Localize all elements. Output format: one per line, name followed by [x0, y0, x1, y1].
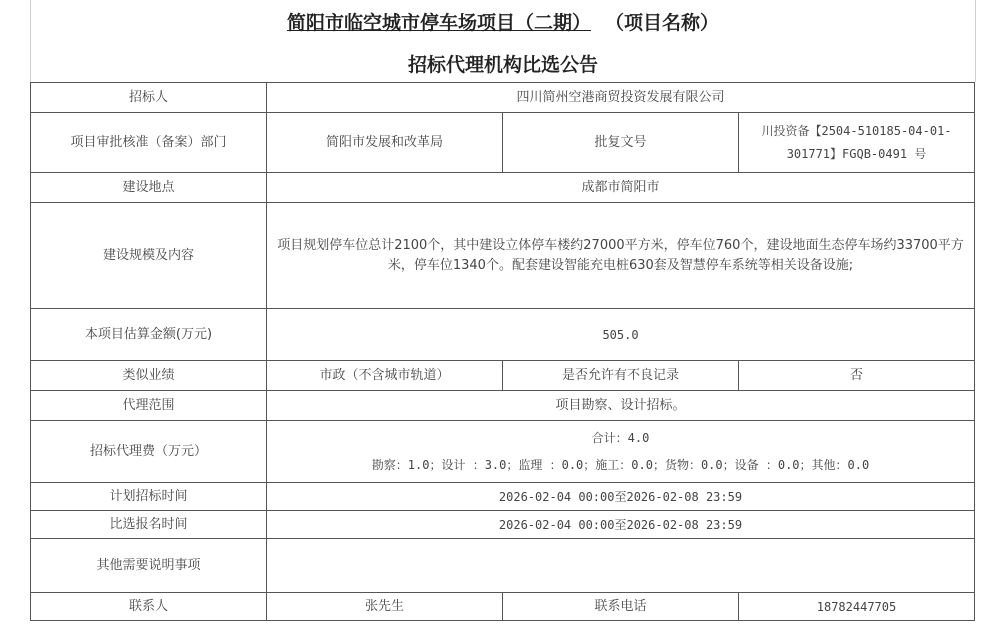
approval-no-value: 川投资备【2504-510185-04-01-301771】FGQB-0491 号	[739, 113, 975, 173]
bad-record-label: 是否允许有不良记录	[503, 361, 739, 391]
plan-time-value: 2026-02-04 00:00至2026-02-08 23:59	[267, 483, 975, 511]
table-row	[31, 203, 975, 309]
table-row	[31, 421, 975, 483]
table-row	[31, 483, 975, 511]
location-value: 成都市简阳市	[267, 173, 975, 203]
fee-breakdown: 勘察：1.0；设计 ：3.0；监理 ：0.0；施工：0.0；货物：0.0；设备 ：0.0；其他：0.0	[371, 457, 870, 472]
table-row	[31, 83, 975, 113]
table-row	[31, 173, 975, 203]
table-row	[31, 361, 975, 391]
contact-label: 联系人	[31, 593, 267, 621]
table-row	[31, 309, 975, 361]
announcement-table	[30, 82, 975, 621]
table-row	[31, 511, 975, 539]
budget-label: 本项目估算金额(万元)	[31, 309, 267, 361]
plan-time-label: 计划招标时间	[31, 483, 267, 511]
fee-value	[267, 421, 975, 483]
approval-dept-label: 项目审批核准（备案）部门	[31, 113, 267, 173]
other-label: 其他需要说明事项	[31, 539, 267, 593]
tenderer-label: 招标人	[31, 83, 267, 113]
project-name-suffix: （项目名称）	[605, 12, 720, 34]
announcement-subtitle: 招标代理机构比选公告	[407, 54, 598, 76]
table-row	[31, 593, 975, 621]
contact-value: 张先生	[267, 593, 503, 621]
agency-scope-value: 项目勘察、设计招标。	[267, 391, 975, 421]
phone-value: 18782447705	[739, 593, 975, 621]
signup-time-label: 比选报名时间	[31, 511, 267, 539]
agency-scope-label: 代理范围	[31, 391, 267, 421]
tenderer-value: 四川简州空港商贸投资发展有限公司	[267, 83, 975, 113]
table-row	[31, 539, 975, 593]
budget-value: 505.0	[267, 309, 975, 361]
bad-record-value: 否	[739, 361, 975, 391]
scale-label: 建设规模及内容	[31, 203, 267, 309]
scale-value: 项目规划停车位总计2100个，其中建设立体停车楼约27000平方米，停车位760个，建设地面生态停车场约33700平方米，停车位1340个。配套建设智能充电桩630套及智慧停车系统等相关设备设施;	[267, 203, 975, 309]
table-row	[31, 391, 975, 421]
project-name: 简阳市临空城市停车场项目（二期）	[286, 12, 591, 34]
approval-no-label: 批复文号	[503, 113, 739, 173]
signup-time-value: 2026-02-04 00:00至2026-02-08 23:59	[267, 511, 975, 539]
table-row	[31, 113, 975, 173]
project-title	[31, 8, 975, 35]
other-value	[267, 539, 975, 593]
fee-total: 合计：4.0	[591, 431, 650, 446]
title-area	[30, 0, 976, 82]
approval-dept-value: 简阳市发展和改革局	[267, 113, 503, 173]
similar-value: 市政（不含城市轨道）	[267, 361, 503, 391]
phone-label: 联系电话	[503, 593, 739, 621]
similar-label: 类似业绩	[31, 361, 267, 391]
fee-label: 招标代理费（万元）	[31, 421, 267, 483]
location-label: 建设地点	[31, 173, 267, 203]
